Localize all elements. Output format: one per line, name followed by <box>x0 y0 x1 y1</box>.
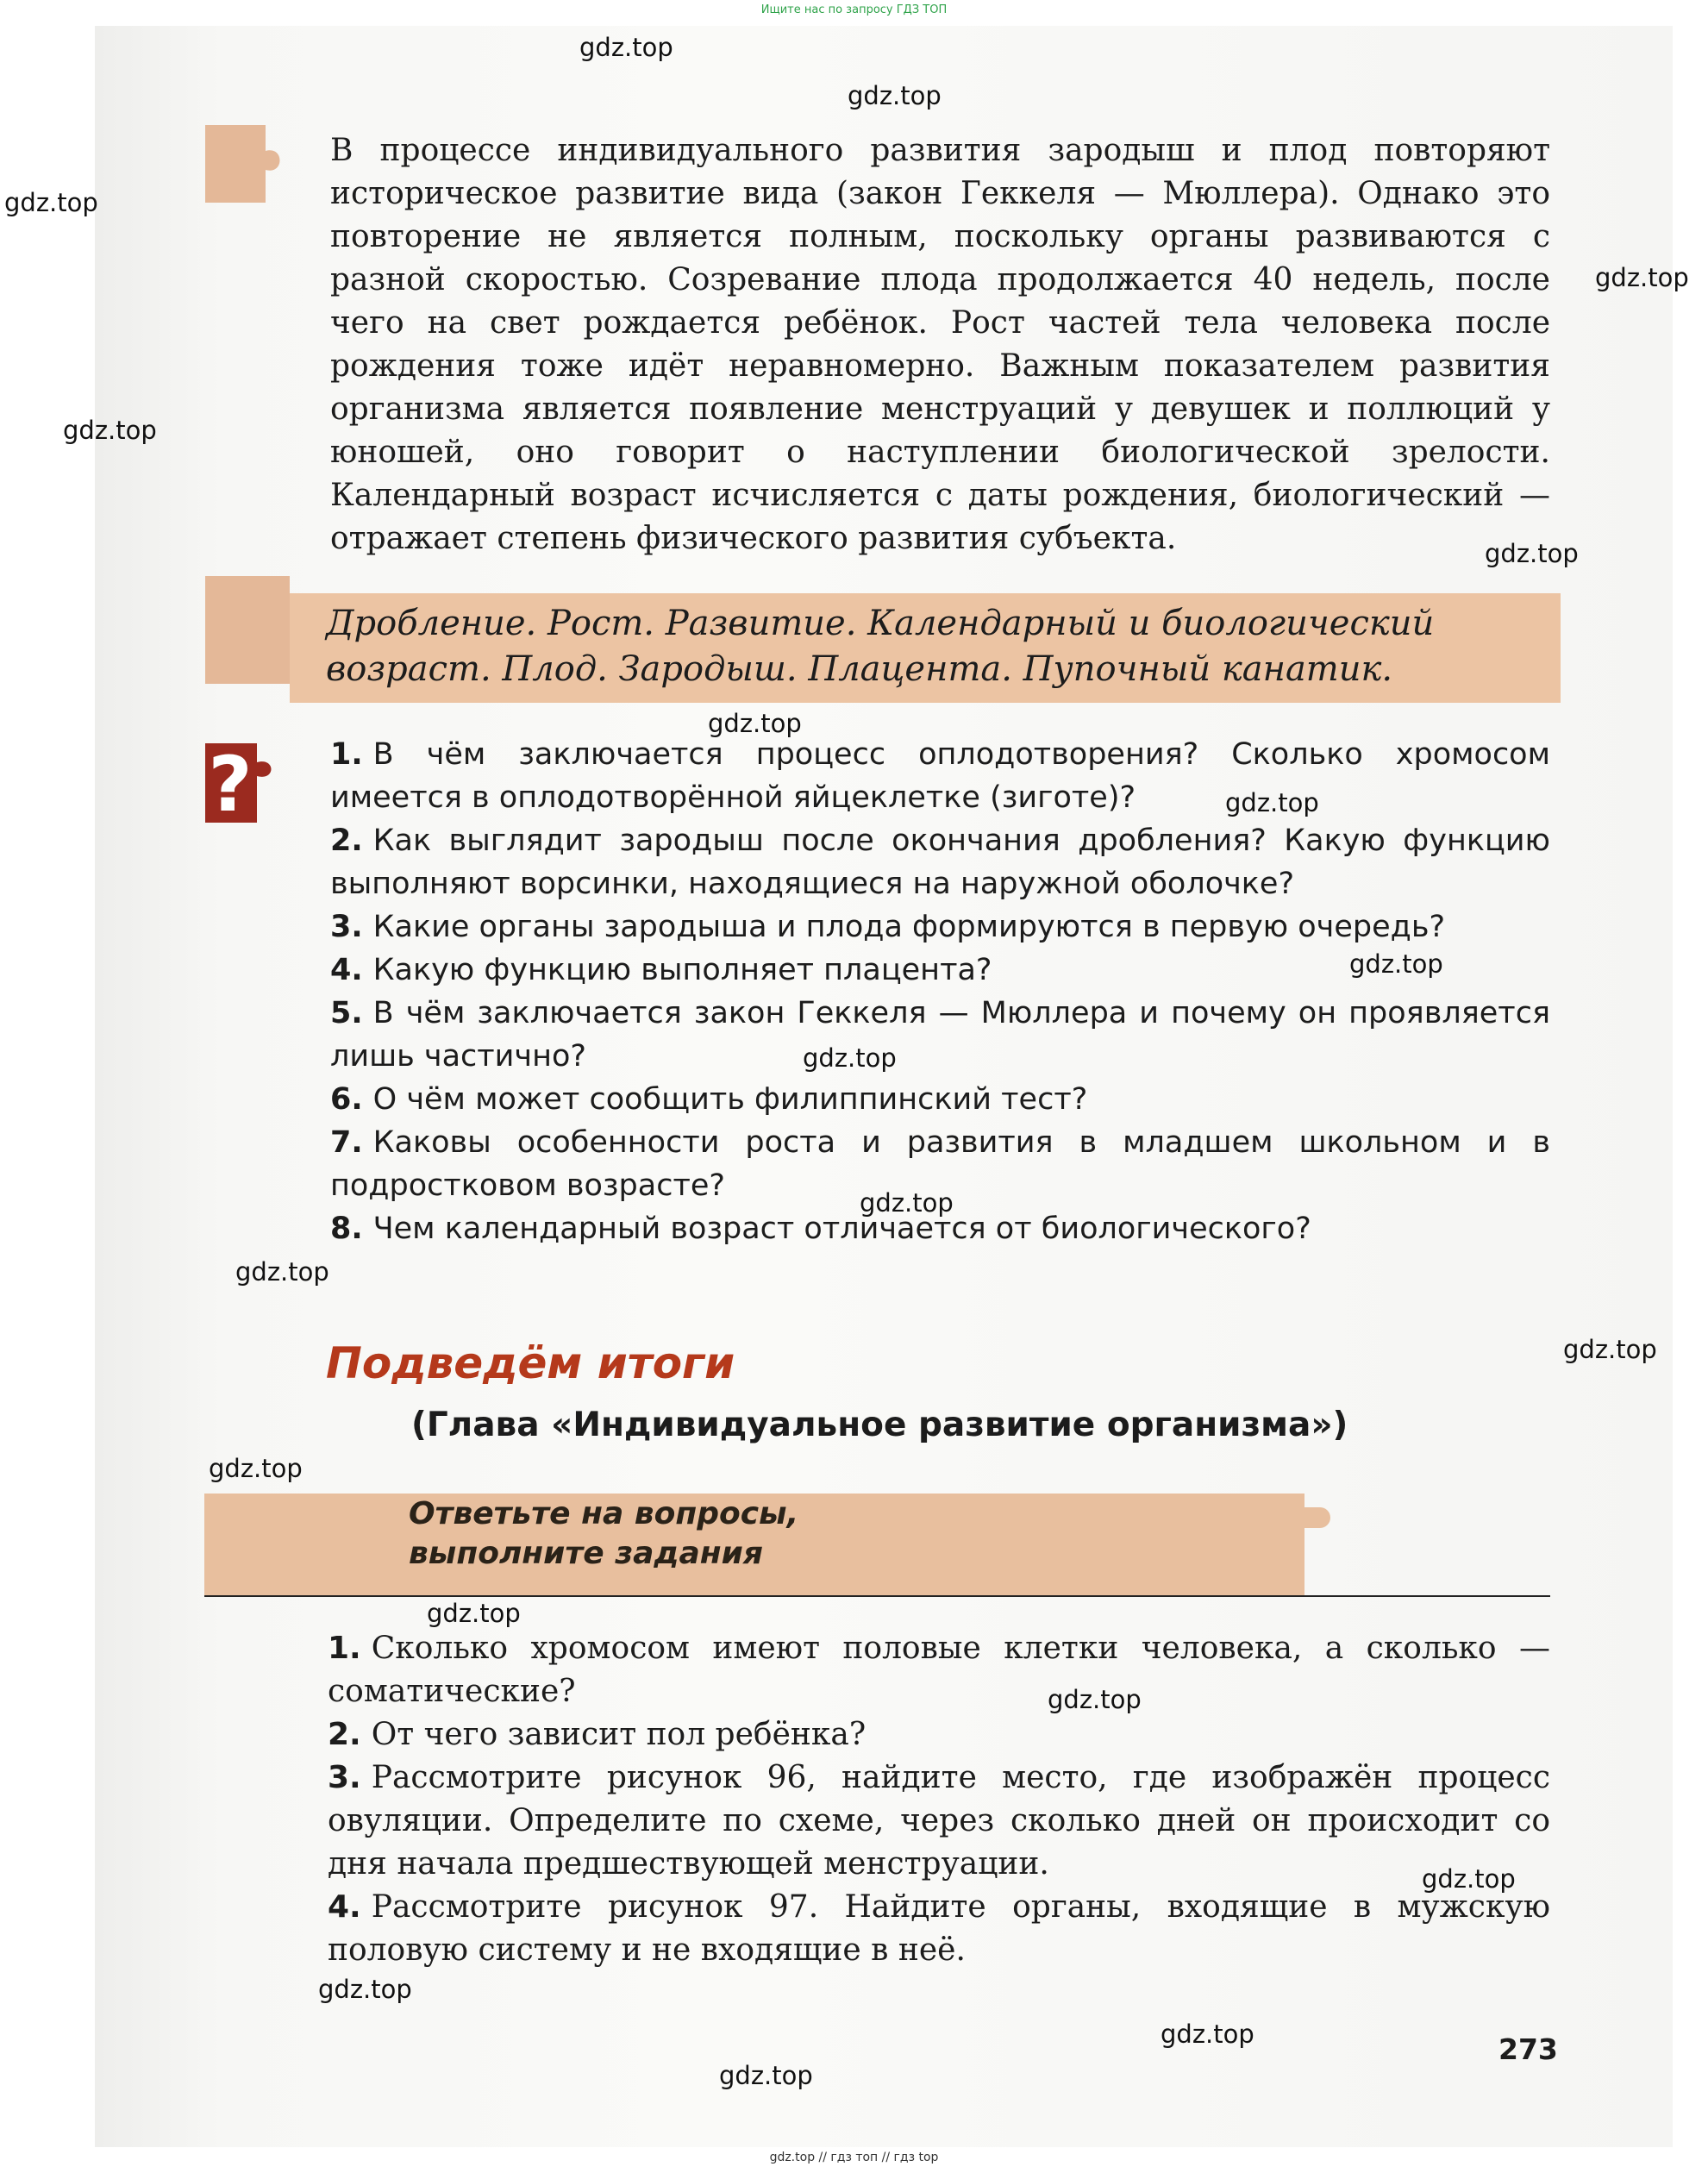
question-text: Каковы особенности роста и развития в младшем школьном и в подростковом возрасте? <box>330 1125 1550 1203</box>
tasks-header <box>409 1494 798 1574</box>
task-number: 4. <box>328 1889 361 1925</box>
question-item <box>330 1078 1550 1121</box>
tasks-header-tab <box>1304 1507 1330 1528</box>
footer-note: gdz.top // гдз топ // гдз top <box>769 2151 939 2164</box>
tasks-list <box>328 1627 1550 1972</box>
tasks-header-line2: выполните задания <box>409 1536 764 1571</box>
watermark: gdz.top <box>1048 1685 1142 1714</box>
header-note: Ищите нас по запросу ГДЗ ТОП <box>760 3 948 16</box>
question-number: 8. <box>330 1212 363 1246</box>
question-number: 1. <box>330 737 363 772</box>
question-item <box>330 905 1550 949</box>
watermark: gdz.top <box>803 1043 897 1073</box>
watermark: gdz.top <box>1349 949 1443 979</box>
watermark: gdz.top <box>708 709 802 738</box>
puzzle-icon-keywords <box>205 576 291 684</box>
question-text: О чём может сообщить филиппинский тест? <box>372 1082 1088 1117</box>
task-number: 1. <box>328 1631 361 1666</box>
watermark: gdz.top <box>209 1454 303 1483</box>
watermark: gdz.top <box>63 416 157 445</box>
puzzle-icon <box>205 125 291 203</box>
task-text: От чего зависит пол ребёнка? <box>371 1717 867 1752</box>
divider <box>204 1595 1550 1597</box>
question-number: 7. <box>330 1125 363 1160</box>
watermark: gdz.top <box>860 1188 954 1218</box>
watermark: gdz.top <box>719 2061 813 2090</box>
watermark: gdz.top <box>1422 1864 1516 1894</box>
task-item <box>328 1627 1550 1713</box>
watermark: gdz.top <box>4 188 98 217</box>
question-text: Какие органы зародыша и плода формируются в первую очередь? <box>372 910 1446 944</box>
question-number: 4. <box>330 953 363 987</box>
question-number: 2. <box>330 823 363 858</box>
question-text: Какую функцию выполняет плацента? <box>372 953 992 987</box>
question-item <box>330 819 1550 905</box>
watermark: gdz.top <box>1161 2020 1254 2049</box>
task-number: 2. <box>328 1717 361 1752</box>
questions-list <box>330 733 1550 1250</box>
task-item <box>328 1757 1550 1886</box>
task-item <box>328 1713 1550 1757</box>
watermark: gdz.top <box>579 33 673 62</box>
watermark: gdz.top <box>1563 1335 1657 1364</box>
watermark: gdz.top <box>848 81 942 110</box>
summary-paragraph: В процессе индивидуального развития зародыш и плод повторяют историческое развитие вида (закон Геккеля — Мюллера). Однако это повторение не является полным, поскольку органы развиваются с разной скоростью. Созревание плода продолжается 40 недель, после чего на свет рождается ребёнок. Рост частей тела человека после рождения тоже идёт неравномерно. Важным показателем развития организма является появление менструаций у девушек и поллюций у юношей, оно говорит о наступлении биологической зрелости. Календарный возраст исчисляется с даты рождения, биологический — отражает степень физического развития субъекта. <box>330 133 1550 556</box>
question-text: Как выглядит зародыш после окончания дробления? Какую функцию выполняют ворсинки, находящиеся на наружной оболочке? <box>330 823 1550 901</box>
task-text: Сколько хромосом имеют половые клетки человека, а сколько — соматические? <box>328 1631 1550 1709</box>
key-terms: Дробление. Рост. Развитие. Календарный и биологический возраст. Плод. Зародыш. Плацента. Пупочный канатик. <box>326 604 1435 689</box>
question-mark-icon <box>205 743 289 823</box>
task-text: Рассмотрите рисунок 96, найдите место, где изображён процесс овуляции. Определите по схеме, через сколько дней он происходит со дня начала предшествующей менструации. <box>328 1760 1550 1882</box>
watermark: gdz.top <box>1595 263 1689 292</box>
question-number: 3. <box>330 910 363 944</box>
page-number: 273 <box>1498 2032 1558 2066</box>
question-text: В чём заключается закон Геккеля — Мюллера и почему он проявляется лишь частично? <box>330 996 1550 1074</box>
question-item <box>330 992 1550 1078</box>
task-item <box>328 1886 1550 1972</box>
question-item <box>330 733 1550 819</box>
task-number: 3. <box>328 1760 361 1795</box>
question-number: 6. <box>330 1082 363 1117</box>
chapter-subtitle: (Глава «Индивидуальное развитие организма») <box>411 1406 1348 1444</box>
watermark: gdz.top <box>1485 539 1579 568</box>
watermark: gdz.top <box>427 1599 521 1628</box>
question-text: В чём заключается процесс оплодотворения? Сколько хромосом имеется в оплодотворённой яйцеклетке (зиготе)? <box>330 737 1550 815</box>
watermark: gdz.top <box>1225 788 1319 817</box>
task-text: Рассмотрите рисунок 97. Найдите органы, входящие в мужскую половую систему и не входящие в неё. <box>328 1889 1550 1968</box>
watermark: gdz.top <box>235 1257 329 1287</box>
question-text: Чем календарный возраст отличается от биологического? <box>372 1212 1311 1246</box>
question-number: 5. <box>330 996 363 1030</box>
summary-title: Подведём итоги <box>326 1338 735 1388</box>
tasks-header-line1: Ответьте на вопросы, <box>409 1496 799 1531</box>
watermark: gdz.top <box>318 1975 412 2004</box>
svg-text:?: ? <box>208 743 253 823</box>
